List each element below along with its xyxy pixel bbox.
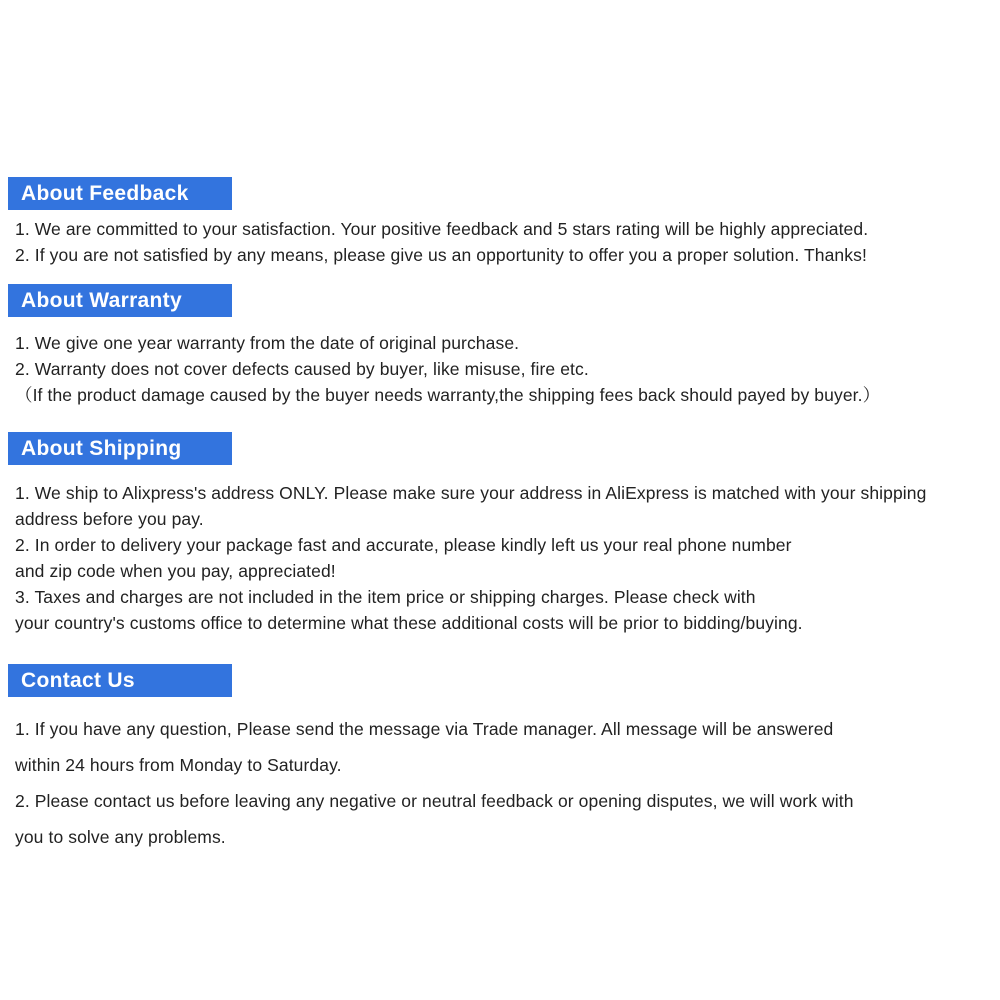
section-header-contact xyxy=(8,664,232,697)
policy-line: 2. Please contact us before leaving any negative or neutral feedback or opening disputes, we will work with xyxy=(15,791,854,811)
section-shipping xyxy=(0,432,1000,636)
section-contact xyxy=(0,664,1000,855)
policy-line: 3. Taxes and charges are not included in the item price or shipping charges. Please check with xyxy=(15,587,756,607)
section-title: Contact Us xyxy=(21,669,135,692)
section-feedback xyxy=(0,177,1000,268)
policy-line: you to solve any problems. xyxy=(15,827,226,847)
section-warranty xyxy=(0,284,1000,408)
policy-line: 1. If you have any question, Please send the message via Trade manager. All message will be answered xyxy=(15,719,834,739)
section-header-feedback xyxy=(8,177,232,210)
policy-line: 2. Warranty does not cover defects caused by buyer, like misuse, fire etc. xyxy=(15,359,589,379)
section-body-feedback xyxy=(0,216,1000,268)
policy-line: your country's customs office to determine what these additional costs will be prior to bidding/buying. xyxy=(15,613,803,633)
section-title: About Shipping xyxy=(21,437,182,460)
policy-line: （If the product damage caused by the buyer needs warranty,the shipping fees back should payed by buyer.） xyxy=(15,385,881,405)
policy-line: 1. We are committed to your satisfaction. Your positive feedback and 5 stars rating will be highly appreciated. xyxy=(15,219,869,239)
section-body-shipping xyxy=(0,480,1000,636)
section-body-warranty xyxy=(0,330,1000,408)
policy-line: 1. We ship to Alixpress's address ONLY. Please make sure your address in AliExpress is matched with your shipping xyxy=(15,483,927,503)
section-body-contact xyxy=(0,711,1000,855)
section-title: About Warranty xyxy=(21,289,182,312)
section-header-warranty xyxy=(8,284,232,317)
policy-line: and zip code when you pay, appreciated! xyxy=(15,561,336,581)
policy-line: address before you pay. xyxy=(15,509,204,529)
section-header-shipping xyxy=(8,432,232,465)
policy-line: within 24 hours from Monday to Saturday. xyxy=(15,755,342,775)
policy-line: 2. In order to delivery your package fast and accurate, please kindly left us your real phone number xyxy=(15,535,792,555)
section-title: About Feedback xyxy=(21,182,189,205)
policy-line: 2. If you are not satisfied by any means, please give us an opportunity to offer you a proper solution. Thanks! xyxy=(15,245,867,265)
policy-line: 1. We give one year warranty from the date of original purchase. xyxy=(15,333,520,353)
